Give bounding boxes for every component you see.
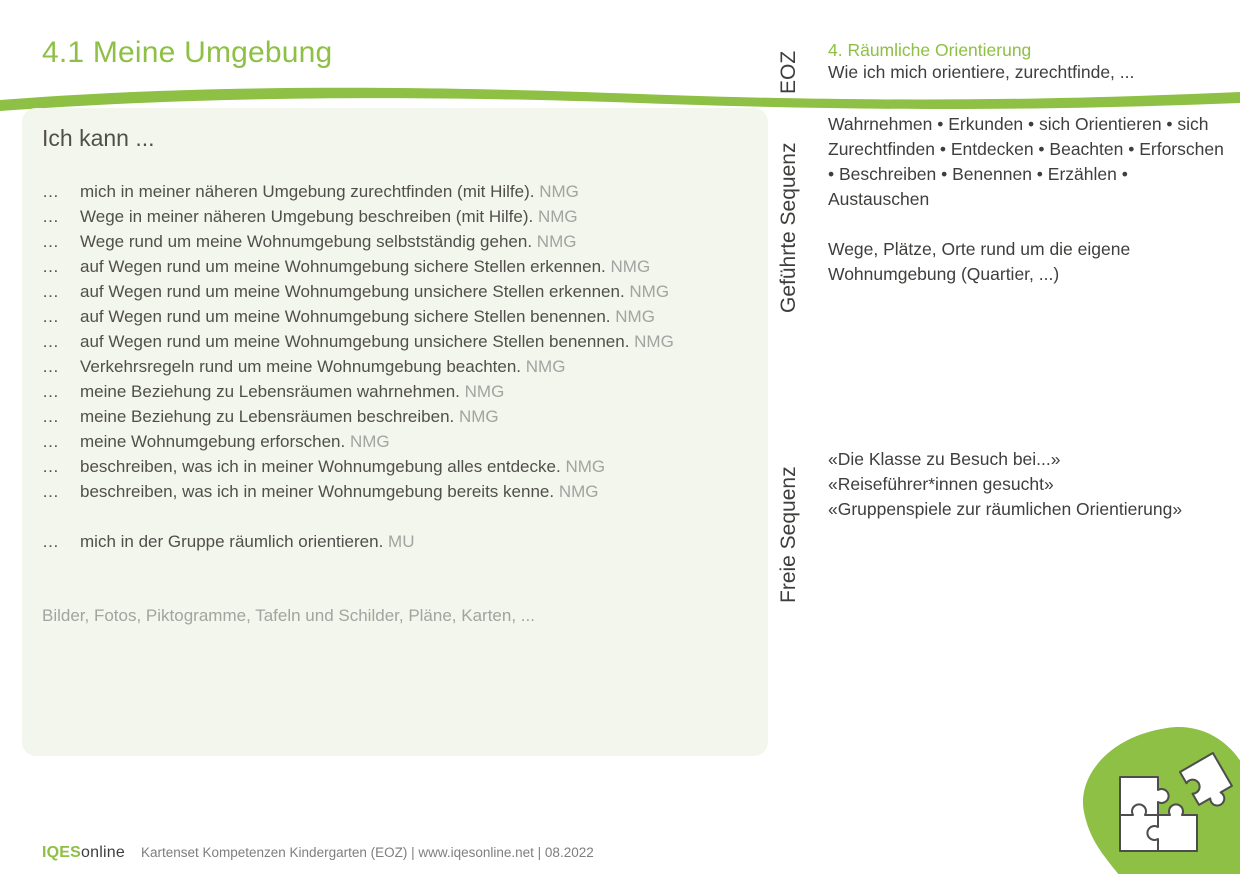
guided-context: Wege, Plätze, Orte rund um die eigene Wohnumgebung (Quartier, ...) [828, 239, 1131, 284]
guided-sequence-vertical-label: Geführte Sequenz [777, 142, 800, 313]
item-text: beschreiben, was ich in meiner Wohnumgebung bereits kenne. NMG [80, 482, 599, 501]
item-text: mich in meiner näheren Umgebung zurechtfinden (mit Hilfe). NMG [80, 182, 579, 201]
item-ellipsis: … [42, 207, 59, 226]
item-ellipsis: … [42, 307, 59, 326]
item-ellipsis: … [42, 382, 59, 401]
page-title: 4.1 Meine Umgebung [42, 36, 333, 69]
subject-tag: NMG [537, 207, 578, 226]
item-text: auf Wegen rund um meine Wohnumgebung unsichere Stellen erkennen. NMG [80, 282, 670, 301]
subject-tag: NMG [525, 357, 566, 376]
item-ellipsis: … [42, 357, 59, 376]
list-item [42, 329, 750, 354]
list-item [42, 279, 750, 304]
materials-line: Bilder, Fotos, Piktogramme, Tafeln und Schilder, Pläne, Karten, ... [42, 606, 535, 625]
list-item [42, 479, 750, 504]
item-text: Wege rund um meine Wohnumgebung selbstständig gehen. NMG [80, 232, 577, 251]
list-item-mu [42, 529, 750, 554]
item-ellipsis: … [42, 332, 59, 351]
item-text: beschreiben, was ich in meiner Wohnumgebung alles entdecke. NMG [80, 457, 606, 476]
item-text: auf Wegen rund um meine Wohnumgebung sichere Stellen benennen. NMG [80, 307, 655, 326]
item-text: Verkehrsregeln rund um meine Wohnumgebung beachten. NMG [80, 357, 566, 376]
category-block [828, 39, 1134, 83]
subject-tag: NMG [634, 332, 674, 351]
item-ellipsis: … [42, 182, 59, 201]
list-item [42, 229, 750, 254]
list-item [42, 429, 750, 454]
item-ellipsis: … [42, 232, 59, 251]
item-ellipsis: … [42, 257, 59, 276]
subject-tag: MU [388, 532, 415, 551]
subject-tag: NMG [464, 382, 505, 401]
footer-note: Kartenset Kompetenzen Kindergarten (EOZ) | www.iqesonline.net | 08.2022 [140, 845, 594, 860]
eoz-vertical-label: EOZ [777, 50, 800, 94]
subject-tag: NMG [615, 307, 655, 326]
subject-tag: NMG [349, 432, 390, 451]
free-sequence-item: «Reiseführer*innen gesucht» [828, 474, 1054, 494]
subject-tag: NMG [629, 282, 670, 301]
free-sequence-item: «Die Klasse zu Besuch bei...» [828, 449, 1061, 469]
list-item [42, 454, 750, 479]
panel-heading: Ich kann ... [42, 125, 155, 151]
footer [42, 844, 594, 862]
free-sequence-vertical-label: Freie Sequenz [777, 466, 800, 603]
subject-tag: NMG [458, 407, 499, 426]
item-text: auf Wegen rund um meine Wohnumgebung unsichere Stellen benennen. NMG [80, 332, 674, 351]
item-text: meine Wohnumgebung erforschen. NMG [80, 432, 390, 451]
list-item [42, 179, 750, 204]
puzzle-pieces-icon [1075, 700, 1240, 874]
list-item [42, 254, 750, 279]
subject-tag: NMG [539, 182, 579, 201]
guided-sequence-text [828, 112, 1232, 287]
item-ellipsis: … [42, 457, 59, 476]
subject-tag: NMG [558, 482, 599, 501]
item-ellipsis: … [42, 407, 59, 426]
guided-keywords: Wahrnehmen • Erkunden • sich Orientieren • sich Zurechtfinden • Entdecken • Beachten • Erforschen • Beschreiben • Benennen • Erzählen • Austauschen [828, 114, 1224, 209]
subject-tag: NMG [565, 457, 606, 476]
category-title: 4. Räumliche Orientierung [828, 40, 1032, 60]
free-sequence-item: «Gruppenspiele zur räumlichen Orientierung» [828, 499, 1183, 519]
free-sequence-list [828, 447, 1238, 522]
item-ellipsis: … [42, 432, 59, 451]
item-text: meine Beziehung zu Lebensräumen wahrnehmen. NMG [80, 382, 505, 401]
list-item [42, 379, 750, 404]
category-subtitle: Wie ich mich orientiere, zurechtfinde, ... [828, 62, 1135, 82]
ich-kann-panel [22, 108, 768, 756]
list-item [42, 404, 750, 429]
item-text: meine Beziehung zu Lebensräumen beschreiben. NMG [80, 407, 499, 426]
item-ellipsis: … [42, 532, 59, 551]
item-text: Wege in meiner näheren Umgebung beschreiben (mit Hilfe). NMG [80, 207, 578, 226]
item-text: auf Wegen rund um meine Wohnumgebung sichere Stellen erkennen. NMG [80, 257, 651, 276]
item-ellipsis: … [42, 282, 59, 301]
list-item [42, 354, 750, 379]
list-item [42, 204, 750, 229]
item-ellipsis: … [42, 482, 59, 501]
item-text: mich in der Gruppe räumlich orientieren. MU [80, 532, 415, 551]
iqes-logo: IQESonline [42, 844, 125, 861]
list-item [42, 304, 750, 329]
competence-list [42, 179, 750, 504]
subject-tag: NMG [536, 232, 577, 251]
subject-tag: NMG [610, 257, 651, 276]
